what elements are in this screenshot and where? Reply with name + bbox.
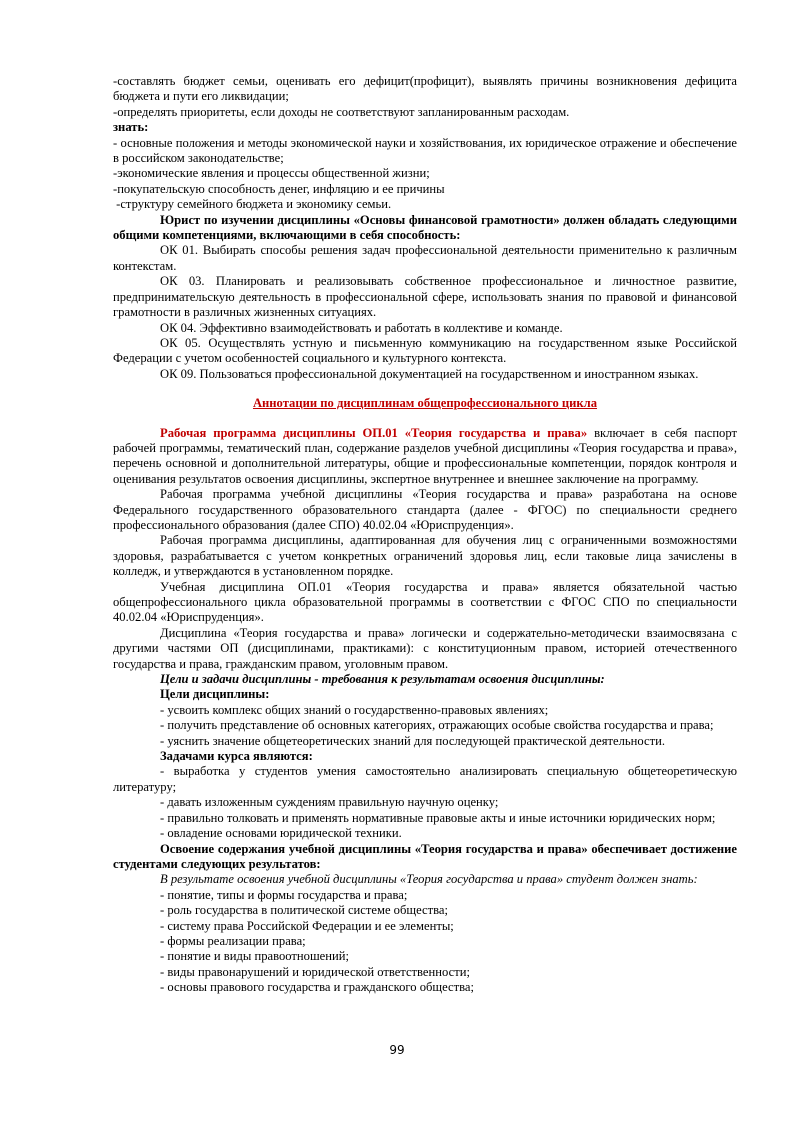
list-item: - виды правонарушений и юридической ответственности; xyxy=(160,964,470,979)
paragraph: Учебная дисциплина ОП.01 «Теория государства и права» является обязательной частью общепрофессионального цикла образовательной программы в соответствии с ФГОС СПО по специальности 40.02.04 «Юриспруденция». xyxy=(113,579,737,625)
section-heading: Аннотации по дисциплинам общепрофессионального цикла xyxy=(252,396,598,411)
list-item: - систему права Российской Федерации и ее элементы; xyxy=(160,918,454,933)
goals-label: Цели дисциплины: xyxy=(160,687,270,702)
competence-intro: Юрист по изучении дисциплины «Основы финансовой грамотности» должен обладать следующими общими компетенциями, включающими в себя способность: xyxy=(113,212,737,243)
list-item: - выработка у студентов умения самостоятельно анализировать специальную общетеоретическую литературу; xyxy=(113,764,737,794)
list-item: - усвоить комплекс общих знаний о государственно-правовых явлениях; xyxy=(160,702,549,717)
paragraph: Рабочая программа дисциплины, адаптированная для обучения лиц с ограниченными возможностями здоровья, разрабатывается с учетом конкретных ограничений здоровья лиц, если таковые лица зачислены в колледж, и утверждаются в установленном порядке. xyxy=(113,533,737,579)
section-heading-row xyxy=(113,396,737,411)
list-item: - формы реализации права; xyxy=(160,933,306,948)
tasks-label: Задачами курса являются: xyxy=(160,749,313,764)
list-item: -экономические явления и процессы общественной жизни; xyxy=(113,166,430,181)
results-intro: Освоение содержания учебной дисциплины «Теория государства и права» обеспечивает достижение студентами следующих результатов: xyxy=(113,841,737,871)
program-intro xyxy=(113,426,737,488)
paragraph: -определять приоритеты, если доходы не соответствуют запланированным расходам. xyxy=(113,104,570,119)
paragraph: Рабочая программа учебной дисциплины «Теория государства и права» разработана на основе Федерального государственного образовательного стандарта (далее - ФГОС) по специальности среднего профессионального образования (далее СПО) 40.02.04 «Юриспруденция». xyxy=(113,487,737,532)
page-number: 99 xyxy=(389,1043,405,1057)
list-item: - уяснить значение общетеоретических знаний для последующей практической деятельности. xyxy=(160,733,665,748)
list-item: -структуру семейного бюджета и экономику семьи. xyxy=(113,197,392,212)
ok-item: ОК 05. Осуществлять устную и письменную коммуникацию на государственном языке Российской Федерации с учетом особенностей социального и культурного контекста. xyxy=(113,335,737,366)
ok-item: ОК 01. Выбирать способы решения задач профессиональной деятельности применительно к различным контекстам. xyxy=(113,243,737,273)
ok-item: ОК 03. Планировать и реализовывать собственное профессиональное и личностное развитие, предпринимательскую деятельность в профессиональной сфере, использовать знания по правовой и финансовой грамотности в различных жизненных ситуациях. xyxy=(113,274,737,320)
program-title: Рабочая программа дисциплины ОП.01 «Теория государства и права» xyxy=(160,425,588,440)
list-item: - основы правового государства и гражданского общества; xyxy=(160,980,474,995)
list-item: - давать изложенным суждениям правильную научную оценку; xyxy=(160,795,499,810)
list-item: - основные положения и методы экономической науки и хозяйствования, их юридическое отражение и обеспечение в российском законодательстве; xyxy=(113,135,737,166)
list-item: - роль государства в политической системе общества; xyxy=(160,903,448,918)
know-label: знать: xyxy=(113,120,149,135)
program-title-rest: включает в себя паспорт рабочей программы, тематический план, содержание разделов учебной дисциплины «Теория государства и права», перечень основной и дополнительной литературы, общие и профессиональные компетенции, порядок контроля и оценивания результатов освоения дисциплины, экспертное внутреннее и внешнее заключение на программу. xyxy=(113,425,737,486)
ok-item: ОК 09. Пользоваться профессиональной документацией на государственном и иностранном языках. xyxy=(160,366,699,381)
paragraph: Дисциплина «Теория государства и права» логически и содержательно-методически взаимосвязана с другими частями ОП (дисциплинами, практиками): с конституционным правом, историей отечественного государства и права, гражданским правом, уголовным правом. xyxy=(113,625,737,671)
goals-heading: Цели и задачи дисциплины - требования к результатам освоения дисциплины: xyxy=(160,672,605,687)
list-item: -покупательскую способность денег, инфляцию и ее причины xyxy=(113,181,445,196)
document-page xyxy=(113,74,737,996)
results-italic: В результате освоения учебной дисциплины «Теория государства и права» студент должен знать: xyxy=(160,872,698,887)
list-item: - понятие, типы и формы государства и права; xyxy=(160,887,408,902)
list-item: - понятие и виды правоотношений; xyxy=(160,949,349,964)
ok-item: ОК 04. Эффективно взаимодействовать и работать в коллективе и команде. xyxy=(160,320,563,335)
paragraph: -составлять бюджет семьи, оценивать его дефицит(профицит), выявлять причины возникновения дефицита бюджета и пути его ликвидации; xyxy=(113,74,737,104)
list-item: - правильно толковать и применять нормативные правовые акты и иные источники юридических норм; xyxy=(160,810,716,825)
list-item: - овладение основами юридической техники. xyxy=(160,826,402,841)
list-item: - получить представление об основных категориях, отражающих особые свойства государства и права; xyxy=(160,718,714,733)
